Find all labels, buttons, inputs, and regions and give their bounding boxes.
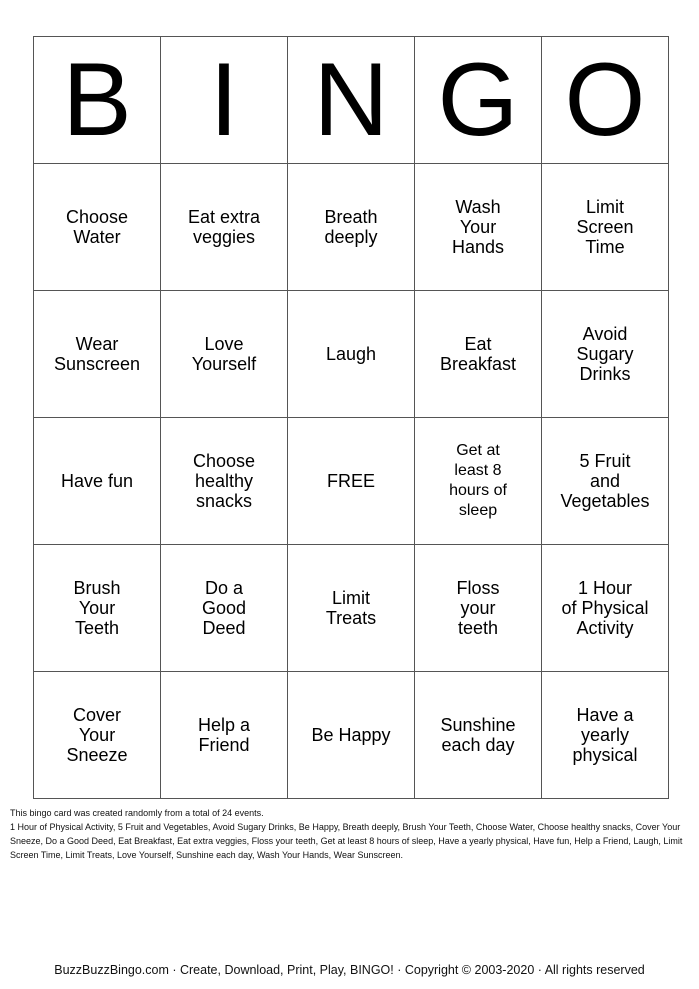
card-row xyxy=(34,672,669,799)
bingo-cell-text: Brush Your Teeth xyxy=(73,578,121,638)
bingo-cell-text: Avoid Sugary Drinks xyxy=(576,324,634,384)
bingo-cell-text: Cover Your Sneeze xyxy=(66,705,128,765)
header-letter-i: I xyxy=(161,37,288,164)
bingo-cell xyxy=(288,164,415,291)
card-row xyxy=(34,291,669,418)
bingo-cell-text: Eat extra veggies xyxy=(187,207,261,247)
bingo-cell xyxy=(542,545,669,672)
bingo-card xyxy=(33,36,669,799)
bingo-cell-text: Choose Water xyxy=(65,207,129,247)
header-letter-g: G xyxy=(415,37,542,164)
bingo-cell-text: Limit Screen Time xyxy=(576,197,634,257)
bingo-cell-text: Floss your teeth xyxy=(456,578,500,638)
bingo-cell-text: Help a Friend xyxy=(197,715,251,755)
header-letter-o: O xyxy=(542,37,669,164)
bingo-cell-text: Limit Treats xyxy=(325,588,377,628)
bingo-cell-text: Be Happy xyxy=(311,725,391,745)
bingo-cell xyxy=(288,545,415,672)
card-row xyxy=(34,545,669,672)
bingo-cell xyxy=(161,672,288,799)
bingo-cell-text: Laugh xyxy=(325,344,377,364)
header-letter-b: B xyxy=(34,37,161,164)
bingo-cell xyxy=(288,291,415,418)
bingo-cell xyxy=(161,164,288,291)
info-events-list: 1 Hour of Physical Activity, 5 Fruit and Vegetables, Avoid Sugary Drinks, Be Happy, Breath deeply, Brush Your Teeth, Choose Water, Choose healthy snacks, Cover Your Sneeze, Do a Good Deed, Eat Breakfast, Eat extra veggies, Floss your teeth, Get at least 8 hours of sleep, Have a yearly physical, Have fun, Help a Friend, Laugh, Limit Screen Time, Limit Treats, Love Yourself, Sunshine each day, Wash Your Hands, Wear Sunscreen. xyxy=(10,822,683,860)
bingo-cell-text: 5 Fruit and Vegetables xyxy=(560,451,650,511)
card-row xyxy=(34,164,669,291)
bingo-cell xyxy=(415,672,542,799)
bingo-cell-text: Choose healthy snacks xyxy=(192,451,256,511)
bingo-cell xyxy=(288,672,415,799)
bingo-cell xyxy=(288,418,415,545)
bingo-cell xyxy=(34,418,161,545)
bingo-cell-text: Get at least 8 hours of sleep xyxy=(449,442,507,519)
bingo-cell-text: Do a Good Deed xyxy=(201,578,247,638)
bingo-cell xyxy=(161,418,288,545)
bingo-cell xyxy=(34,291,161,418)
card-row xyxy=(34,418,669,545)
card-grid xyxy=(34,164,669,799)
bingo-cell xyxy=(34,672,161,799)
bingo-cell-text: Have fun xyxy=(60,471,134,491)
bingo-cell-text: Wear Sunscreen xyxy=(53,334,141,374)
bingo-cell xyxy=(415,545,542,672)
bingo-cell xyxy=(415,418,542,545)
bingo-cell xyxy=(34,545,161,672)
bingo-cell xyxy=(542,291,669,418)
info-summary: This bingo card was created randomly from a total of 24 events. xyxy=(10,808,264,818)
card-info xyxy=(10,806,690,862)
header-row xyxy=(34,37,669,164)
header-letter-n: N xyxy=(288,37,415,164)
bingo-cell-text: 1 Hour of Physical Activity xyxy=(561,578,649,638)
bingo-cell xyxy=(542,672,669,799)
bingo-cell xyxy=(34,164,161,291)
bingo-cell xyxy=(415,291,542,418)
bingo-cell xyxy=(161,291,288,418)
bingo-cell-text: Breath deeply xyxy=(324,207,378,247)
bingo-cell xyxy=(415,164,542,291)
bingo-cell xyxy=(542,418,669,545)
bingo-cell-text: Have a yearly physical xyxy=(572,705,638,765)
bingo-cell xyxy=(161,545,288,672)
bingo-cell xyxy=(542,164,669,291)
bingo-cell-text: Sunshine each day xyxy=(440,715,516,755)
bingo-cell-text: Love Yourself xyxy=(191,334,257,374)
bingo-cell-text: Wash Your Hands xyxy=(451,197,505,257)
bingo-cell-text: FREE xyxy=(326,471,375,491)
footer-copyright: BuzzBuzzBingo.com · Create, Download, Print, Play, BINGO! · Copyright © 2003-2020 · All rights reserved xyxy=(54,963,645,977)
bingo-cell-text: Eat Breakfast xyxy=(439,334,517,374)
